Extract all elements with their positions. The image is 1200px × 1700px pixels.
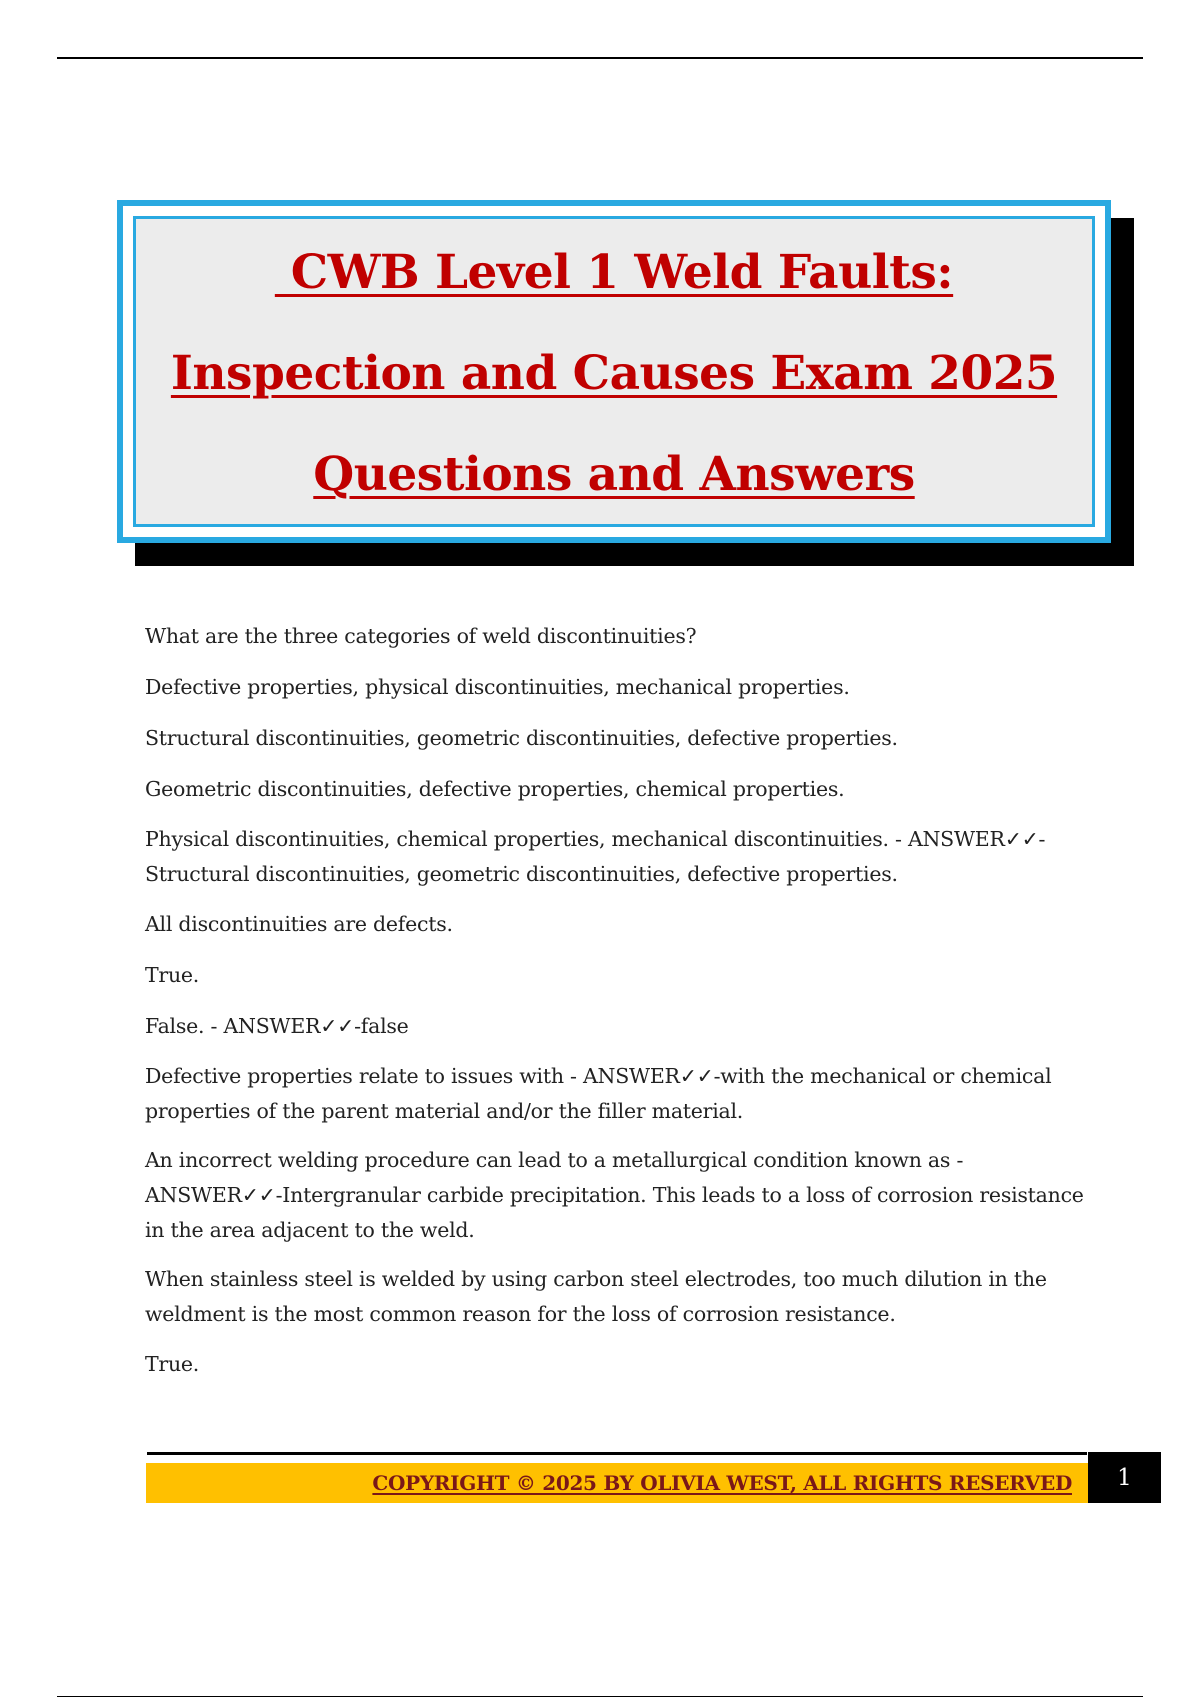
footer-rule: [147, 1452, 1087, 1455]
page-number: 1: [1088, 1452, 1161, 1503]
copyright-text: COPYRIGHT © 2025 BY OLIVIA WEST, ALL RIGHTS RESERVED: [372, 1471, 1072, 1495]
footer-copyright-bar: [146, 1463, 1088, 1503]
answer-option: True.: [145, 1352, 200, 1376]
question-with-answer: Defective properties relate to issues with - ANSWER✓✓-with the mechanical or chemical properties of the parent material and/or the filler material.: [145, 1064, 1052, 1123]
answer-option: Defective properties, physical discontinuities, mechanical properties.: [145, 675, 850, 699]
document-title-line-2: Inspection and Causes Exam 2025: [170, 346, 1058, 401]
question-text: All discontinuities are defects.: [145, 912, 453, 936]
question-with-answer: An incorrect welding procedure can lead to a metallurgical condition known as - ANSWER✓✓-Intergranular carbide precipitation. This leads to a loss of corrosion resistance in the area adjacent to the weld.: [145, 1148, 1084, 1242]
question-text: What are the three categories of weld discontinuities?: [145, 624, 697, 648]
title-box: [117, 200, 1111, 543]
document-title-line-1: CWB Level 1 Weld Faults:: [274, 245, 954, 300]
top-rule: [57, 57, 1143, 59]
bottom-rule: [57, 1696, 1143, 1697]
answer-option: True.: [145, 963, 200, 987]
document-body: [145, 618, 1090, 1397]
answer-option-with-answer: Physical discontinuities, chemical properties, mechanical discontinuities. - ANSWER✓✓-Structural discontinuities, geometric discontinuities, defective properties.: [145, 827, 1046, 886]
question-text: When stainless steel is welded by using carbon steel electrodes, too much dilution in the weldment is the most common reason for the loss of corrosion resistance.: [145, 1267, 1047, 1326]
answer-option-with-answer: False. - ANSWER✓✓-false: [145, 1014, 409, 1038]
answer-option: Structural discontinuities, geometric discontinuities, defective properties.: [145, 726, 898, 750]
answer-option: Geometric discontinuities, defective properties, chemical properties.: [145, 777, 845, 801]
document-title-line-3: Questions and Answers: [313, 447, 915, 502]
title-box-inner: [133, 216, 1095, 527]
